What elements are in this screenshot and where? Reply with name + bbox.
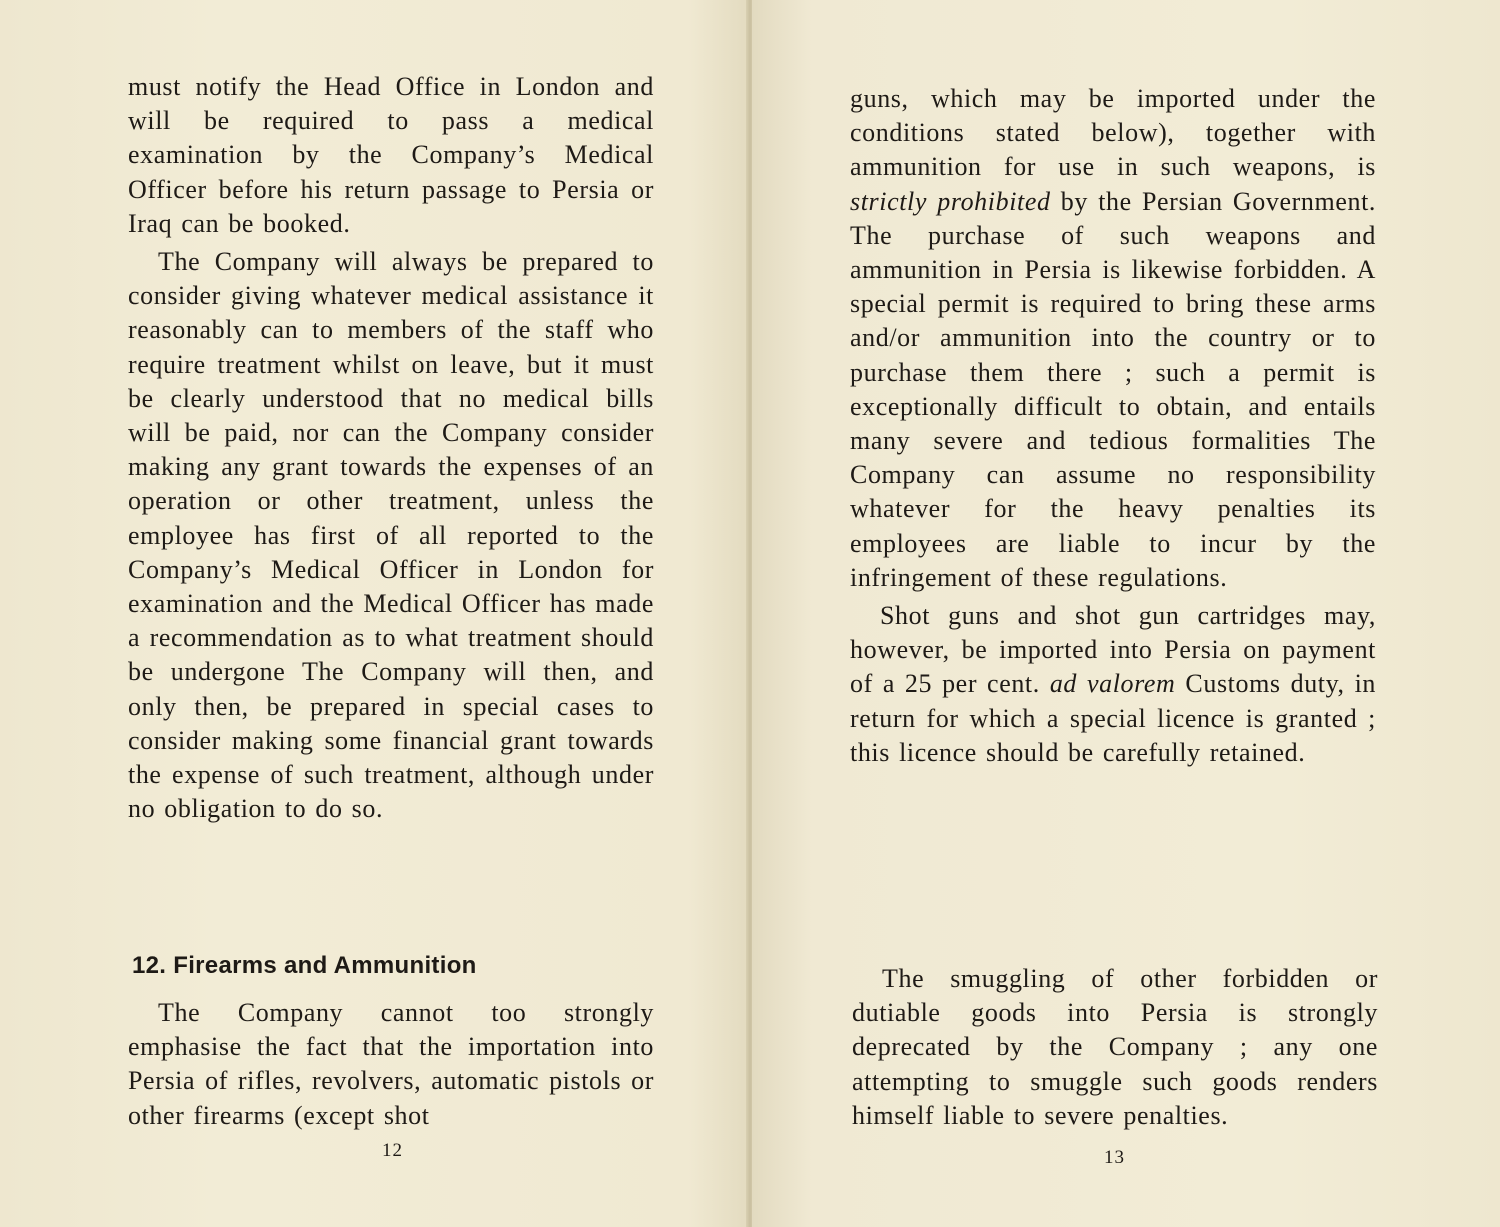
right-paragraph-2-start: Shot guns and shot gun cartridges may, however, be imported into Persia on payment of a 25 per cent.: [850, 601, 1376, 699]
right-paragraph-3: The smuggling of other forbidden or dutiable goods into Persia is strongly deprecated by the Company ; any one attempting to smuggle such goods renders himself liable to severe penalties.: [852, 964, 1378, 1130]
page-number-right: 13: [1104, 1147, 1125, 1168]
left-page: [0, 0, 748, 1227]
right-paragraph-3-wrap: [852, 958, 1378, 1133]
section-12-heading: 12. Firearms and Ammunition: [132, 952, 477, 979]
right-paragraph-2-emphasis: ad valorem: [1049, 669, 1176, 699]
left-paragraph-2: The Company will always be prepared to consider giving whatever medical assistance it reasonably can to members of the staff who require treatment whilst on leave, but it must be clearly understood that no medical bills will be paid, nor can the Company consider making any grant towards the expenses of an operation or other treatment, unless the employee has first of all reported to the Company’s Medical Officer in London for examination and the Medical Officer has made a recommendation as to what treatment should be undergone The Company will then, and only then, be prepared in special cases to consider making some financial grant towards the expense of such treatment, although under no obligation to do so.: [128, 247, 654, 824]
right-page: [752, 0, 1500, 1227]
right-paragraph-1-emphasis: strictly prohibited: [850, 186, 1051, 216]
left-text-block: [128, 70, 654, 826]
right-paragraph-1-start: guns, which may be imported under the conditions stated below), together with ammunition for use in such weapons, is: [850, 84, 1376, 182]
right-paragraph-1: [850, 82, 1376, 595]
page-number-left: 12: [382, 1140, 403, 1161]
left-paragraph-3: The Company cannot too strongly emphasise the fact that the importation into Persia of rifles, revolvers, automatic pistols or other firearms (except shot: [128, 998, 654, 1130]
right-paragraph-1-end: by the Persian Government. The purchase of such weapons and ammunition in Persia is likewise forbidden. A special permit is required to bring these arms and/or ammunition into the country or to purchase them there ; such a permit is exceptionally difficult to obtain, and entails many severe and tedious formalities The Company can assume no responsibility whatever for the heavy penalties its employees are liable to incur by the infringement of these regulations.: [850, 186, 1376, 592]
right-text-block: [850, 82, 1376, 770]
right-paragraph-2-end: Customs duty, in return for which a special licence is granted ; this licence should be carefully retained.: [850, 669, 1377, 767]
left-paragraph-1: must notify the Head Office in London and will be required to pass a medical examination by the Company’s Medical Officer before his return passage to Persia or Iraq can be booked.: [128, 72, 654, 238]
right-paragraph-2: [850, 599, 1376, 770]
left-paragraph-3-wrap: [128, 992, 654, 1133]
